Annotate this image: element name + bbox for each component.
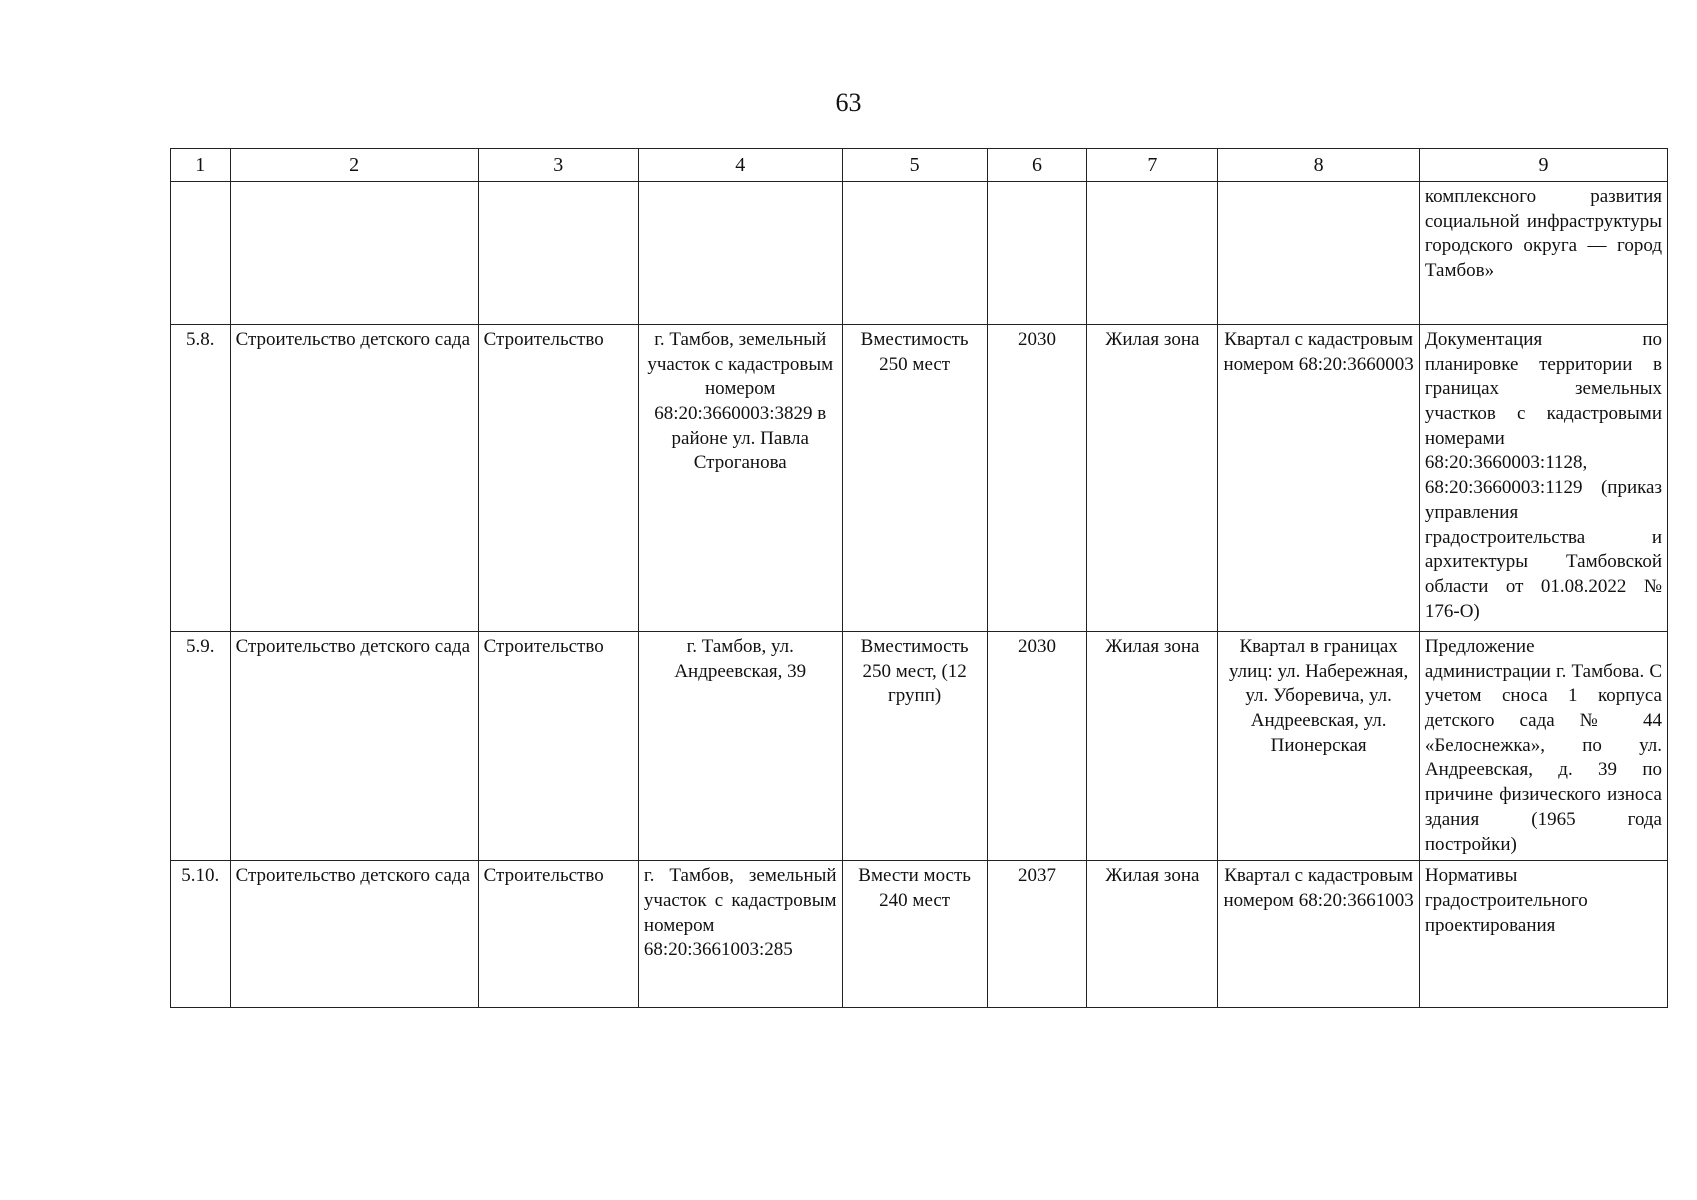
year-cell: 2037 [987, 861, 1087, 1008]
object-name-cell [230, 182, 478, 325]
column-header: 5 [842, 149, 987, 182]
column-header: 4 [638, 149, 842, 182]
capacity-cell [842, 182, 987, 325]
capacity-cell: Вмести мость 240 мест [842, 861, 987, 1008]
row-number-cell: 5.9. [171, 632, 231, 861]
object-name-cell: Строительство детского сада [230, 325, 478, 632]
capacity-cell: Вместимость 250 мест, (12 групп) [842, 632, 987, 861]
object-name-cell: Строительство детского сада [230, 861, 478, 1008]
object-type-cell: Строительство [478, 325, 638, 632]
year-cell: 2030 [987, 632, 1087, 861]
object-name-cell: Строительство детского сада [230, 632, 478, 861]
basis-cell: Документация по планировке территории в границах земельных участков с кадастровыми номерами 68:20:3660003:1128, 68:20:3660003:1129 (приказ управления градостроительства и архитектуры Тамбовской области от 01.08.2022 № 176-О) [1419, 325, 1667, 632]
year-cell: 2030 [987, 325, 1087, 632]
quarter-cell [1218, 182, 1419, 325]
zone-cell [1087, 182, 1218, 325]
row-number-cell: 5.10. [171, 861, 231, 1008]
basis-cell: Нормативы градостроительного проектирования [1419, 861, 1667, 1008]
row-number-cell: 5.8. [171, 325, 231, 632]
row-number-cell [171, 182, 231, 325]
table-row [171, 325, 1668, 632]
location-cell: г. Тамбов, земельный участок с кадастровым номером 68:20:3661003:285 [638, 861, 842, 1008]
table-row [171, 632, 1668, 861]
object-type-cell [478, 182, 638, 325]
zone-cell: Жилая зона [1087, 861, 1218, 1008]
quarter-cell: Квартал в границах улиц: ул. Набережная, ул. Уборевича, ул. Андреевская, ул. Пионерская [1218, 632, 1419, 861]
basis-cell: Предложение администрации г. Тамбова. С учетом сноса 1 корпуса детского сада № 44 «Белоснежка», по ул. Андреевская, д. 39 по причине физического износа здания (1965 года постройки) [1419, 632, 1667, 861]
column-header: 7 [1087, 149, 1218, 182]
capacity-cell: Вместимость 250 мест [842, 325, 987, 632]
object-type-cell: Строительство [478, 632, 638, 861]
basis-cell: комплексного развития социальной инфраструктуры городского округа — город Тамбов» [1419, 182, 1667, 325]
column-number-row [171, 149, 1668, 182]
page-number: 63 [835, 88, 862, 117]
column-header: 6 [987, 149, 1087, 182]
zone-cell: Жилая зона [1087, 325, 1218, 632]
location-cell: г. Тамбов, ул. Андреевская, 39 [638, 632, 842, 861]
objects-table [170, 148, 1668, 1008]
column-header: 3 [478, 149, 638, 182]
table-row [171, 182, 1668, 325]
year-cell [987, 182, 1087, 325]
column-header: 1 [171, 149, 231, 182]
location-cell: г. Тамбов, земельный участок с кадастровым номером 68:20:3660003:3829 в районе ул. Павла Строганова [638, 325, 842, 632]
quarter-cell: Квартал с кадастровым номером 68:20:3660003 [1218, 325, 1419, 632]
column-header: 2 [230, 149, 478, 182]
object-type-cell: Строительство [478, 861, 638, 1008]
column-header: 8 [1218, 149, 1419, 182]
location-cell [638, 182, 842, 325]
quarter-cell: Квартал с кадастровым номером 68:20:3661003 [1218, 861, 1419, 1008]
zone-cell: Жилая зона [1087, 632, 1218, 861]
column-header: 9 [1419, 149, 1667, 182]
table-row [171, 861, 1668, 1008]
